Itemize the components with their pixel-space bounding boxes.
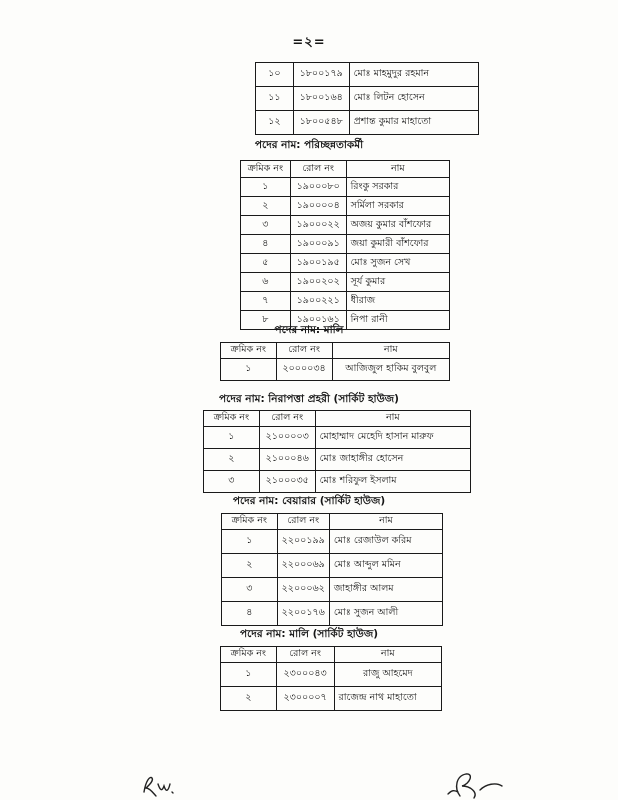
header-name: নাম xyxy=(346,161,449,178)
table-row xyxy=(222,530,443,554)
name-cell: অজয় কুমার বাঁশফোর xyxy=(346,216,449,235)
header-serial: ক্রমিক নং xyxy=(221,343,277,359)
header-roll: রোল নং xyxy=(276,343,332,359)
table-header-row xyxy=(204,411,471,427)
table-bearer xyxy=(221,513,443,626)
roll-cell: ১৯০০০২২ xyxy=(290,216,346,235)
serial-cell: ১১ xyxy=(256,87,294,111)
header-serial: ক্রমিক নং xyxy=(222,514,278,530)
table-row xyxy=(241,292,450,311)
roll-cell: ২১০০০৪৬ xyxy=(259,449,315,471)
serial-cell: ৪ xyxy=(241,235,291,254)
name-cell: মোহাম্মাদ মেহেদি হাসান মারুফ xyxy=(315,427,470,449)
name-cell: প্রশান্ত কুমার মাহাতো xyxy=(349,111,478,135)
serial-cell: ১০ xyxy=(256,63,294,87)
roll-cell: ১৮০০৫৪৮ xyxy=(293,111,349,135)
table-row xyxy=(241,216,450,235)
header-roll: রোল নং xyxy=(290,161,346,178)
name-cell: মোঃ রেজাউল করিম xyxy=(329,530,442,554)
serial-cell: ২ xyxy=(241,197,291,216)
table-security-guard xyxy=(203,410,471,493)
header-name: নাম xyxy=(334,647,441,663)
roll-cell: ১৯০০০৯১ xyxy=(290,235,346,254)
name-cell: মোঃ মাহমুদুর রহমান xyxy=(349,63,478,87)
section-title-security-guard: পদের নাম: নিরাপত্তা প্রহরী (সার্কিট হাউজ) xyxy=(219,393,399,405)
header-serial: ক্রমিক নং xyxy=(204,411,260,427)
name-cell: রাজেন্দ্র নাথ মাহাতো xyxy=(334,687,441,711)
header-roll: রোল নং xyxy=(276,647,334,663)
signature-right xyxy=(440,766,510,800)
table-gardener xyxy=(220,342,450,381)
table-row xyxy=(222,578,443,602)
table-row xyxy=(256,63,479,87)
serial-cell: ৫ xyxy=(241,254,291,273)
name-cell: জয়া কুমারী বাঁশফোর xyxy=(346,235,449,254)
serial-cell: ৩ xyxy=(204,471,260,493)
serial-cell: ৪ xyxy=(222,602,278,626)
name-cell: আজিজুল হাকিম বুলবুল xyxy=(332,359,449,381)
name-cell: মোঃ জাহাঙ্গীর হোসেন xyxy=(315,449,470,471)
serial-cell: ২ xyxy=(222,554,278,578)
signature-left xyxy=(140,772,180,798)
roll-cell: ১৮০০১৬৪ xyxy=(293,87,349,111)
header-roll: রোল নং xyxy=(277,514,329,530)
table-header-row xyxy=(222,514,443,530)
serial-cell: ১ xyxy=(221,359,277,381)
table-row xyxy=(221,663,442,687)
roll-cell: ১৯০০১৬১ xyxy=(290,311,346,330)
name-cell: সর্মিলা সরকার xyxy=(346,197,449,216)
table-row xyxy=(256,87,479,111)
serial-cell: ৭ xyxy=(241,292,291,311)
header-name: নাম xyxy=(315,411,470,427)
serial-cell: ৩ xyxy=(222,578,278,602)
name-cell: রিংকু সরকার xyxy=(346,178,449,197)
roll-cell: ২০০০০৩৪ xyxy=(276,359,332,381)
serial-cell: ৮ xyxy=(241,311,291,330)
roll-cell: ২২০০১৯৯ xyxy=(277,530,329,554)
name-cell: ধীরাজ xyxy=(346,292,449,311)
roll-cell: ১৯০০২২১ xyxy=(290,292,346,311)
roll-cell: ১৯০০০৮০ xyxy=(290,178,346,197)
table-row xyxy=(222,554,443,578)
serial-cell: ১ xyxy=(221,663,277,687)
roll-cell: ২৩০০০০৭ xyxy=(276,687,334,711)
name-cell: মোঃ সুজন আলী xyxy=(329,602,442,626)
table-header-row xyxy=(221,647,442,663)
table-row xyxy=(221,359,450,381)
table-row xyxy=(241,254,450,273)
name-cell: জাহাঙ্গীর আলম xyxy=(329,578,442,602)
roll-cell: ১৯০০২০২ xyxy=(290,273,346,292)
table-row xyxy=(221,687,442,711)
name-cell: মোঃ লিটন হোসেন xyxy=(349,87,478,111)
serial-cell: ২ xyxy=(221,687,277,711)
name-cell: রাজু আহমেদ xyxy=(334,663,441,687)
table-row xyxy=(241,235,450,254)
serial-cell: ৬ xyxy=(241,273,291,292)
name-cell: মোঃ শরিফুল ইসলাম xyxy=(315,471,470,493)
section-title-cleaner: পদের নাম: পরিচ্ছন্নতাকর্মী xyxy=(254,139,364,151)
roll-cell: ২১০০০০৩ xyxy=(259,427,315,449)
serial-cell: ১ xyxy=(241,178,291,197)
section-title-bearer: পদের নাম: বেয়ারার (সার্কিট হাউজ) xyxy=(232,495,386,507)
table-header-row xyxy=(241,161,450,178)
table-row xyxy=(241,197,450,216)
section-title-gardener: পদের নাম: মালি xyxy=(274,324,344,336)
serial-cell: ১ xyxy=(222,530,278,554)
name-cell: নিপা রানী xyxy=(346,311,449,330)
table-row xyxy=(204,449,471,471)
roll-cell: ২১০০০৩৫ xyxy=(259,471,315,493)
header-serial: ক্রমিক নং xyxy=(241,161,291,178)
table-row xyxy=(204,471,471,493)
table-gardener-circuit-house xyxy=(220,646,442,711)
roll-cell: ২২০০১৭৬ xyxy=(277,602,329,626)
roll-cell: ২২০০০৬৯ xyxy=(277,554,329,578)
table-row xyxy=(204,427,471,449)
roll-cell: ১৮০০১৭৯ xyxy=(293,63,349,87)
page-number: =২= xyxy=(292,35,326,50)
serial-cell: ১ xyxy=(204,427,260,449)
roll-cell: ১৯০০১৯৫ xyxy=(290,254,346,273)
roll-cell: ২২০০০৬২ xyxy=(277,578,329,602)
table-continued xyxy=(255,62,479,135)
table-cleaner xyxy=(240,160,450,330)
table-row xyxy=(241,273,450,292)
section-title-gardener-circuit-house: পদের নাম: মালি (সার্কিট হাউজ) xyxy=(239,628,379,640)
table-row xyxy=(241,178,450,197)
header-name: নাম xyxy=(329,514,442,530)
name-cell: মোঃ সুজন সেখ xyxy=(346,254,449,273)
header-name: নাম xyxy=(332,343,449,359)
header-roll: রোল নং xyxy=(259,411,315,427)
serial-cell: ৩ xyxy=(241,216,291,235)
roll-cell: ১৯০০০০৪ xyxy=(290,197,346,216)
roll-cell: ২৩০০০৪৩ xyxy=(276,663,334,687)
table-header-row xyxy=(221,343,450,359)
name-cell: মোঃ আব্দুল মমিন xyxy=(329,554,442,578)
table-row xyxy=(222,602,443,626)
serial-cell: ২ xyxy=(204,449,260,471)
table-row xyxy=(256,111,479,135)
header-serial: ক্রমিক নং xyxy=(221,647,277,663)
serial-cell: ১২ xyxy=(256,111,294,135)
name-cell: সূর্য কুমার xyxy=(346,273,449,292)
